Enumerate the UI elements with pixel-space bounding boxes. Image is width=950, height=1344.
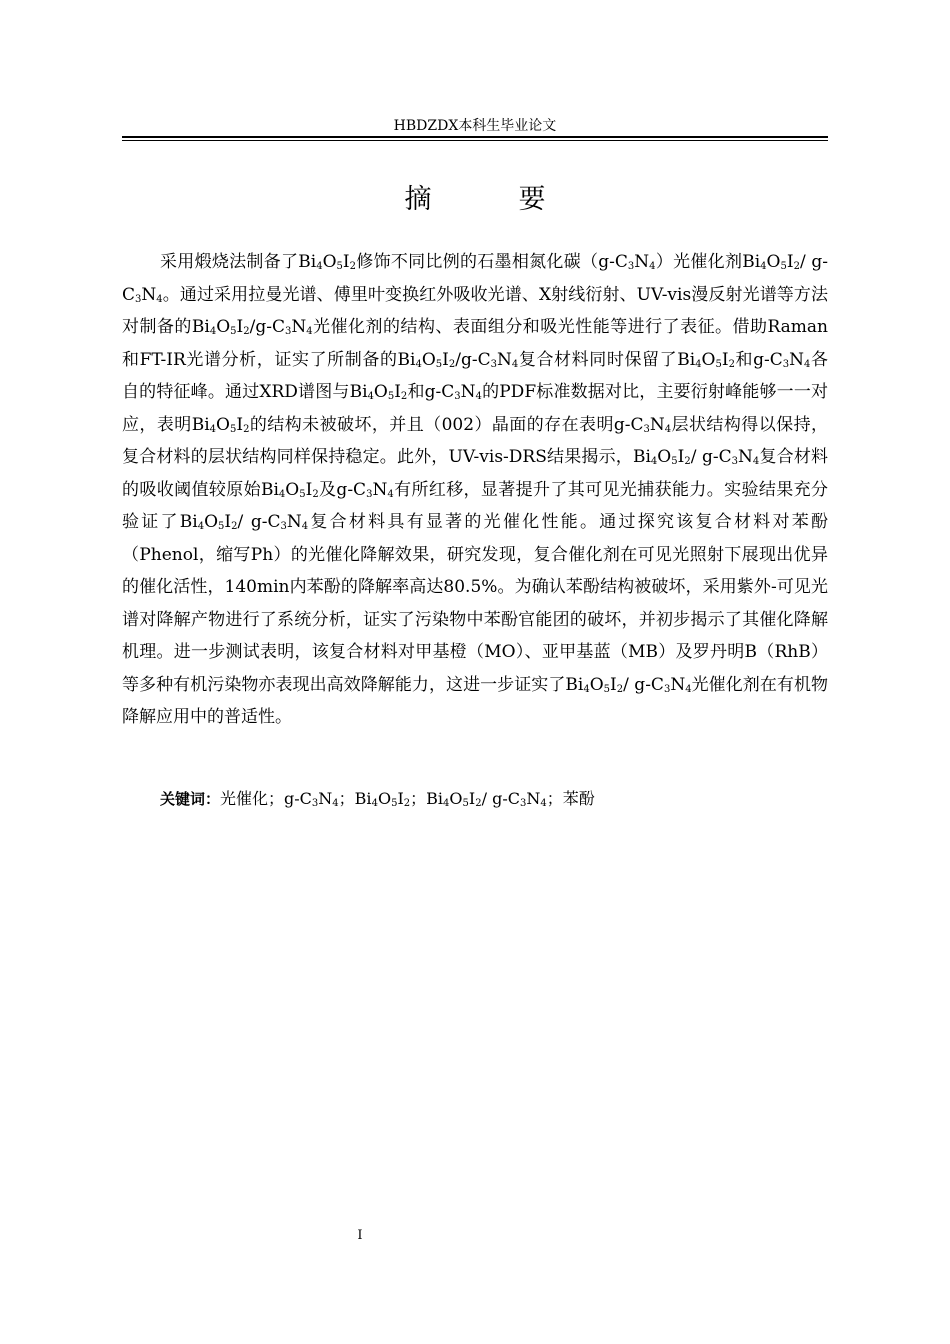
page-number: I [357, 1228, 363, 1243]
header-rule-thin [122, 140, 828, 141]
keywords-value: 光催化；$g-C_3N_4$；$Bi_4O_5I_2$；$Bi_4O_5I_2/$ $g-C_3N_4$；苯酚 [220, 789, 595, 809]
header-rule-thick [122, 136, 828, 138]
running-header: HBDZDX本科生毕业论文 [393, 118, 557, 134]
keywords-label: 关键词： [160, 790, 221, 808]
page-title: 摘 要 [404, 184, 576, 215]
abstract-body: 采用煅烧法制备了$Bi_4O_5I_2$修饰不同比例的石墨相氮化碳$(g-C_3N_4)$光催化剂$Bi_4O_5I_2/$ $g-C_3N_4$。通过采用拉曼光谱、傅里叶变换红外吸收光谱、X射线衍射、UV-vis漫反射光谱等方法对制备的$Bi_4O_5I_2/g-C_3N_4$光催化剂的结构、表面组分和吸光性能等进行了表征。借助Raman和FT-IR光谱分析，证实了所制备的$Bi_4O_5I_2/g-C_3N_4$复合材料同时保留了$Bi_4O_5I_2$和$g-C_3N_4$各自的特征峰。通过XRD谱图与$Bi_4O_5I_2$和$g-C_3N_4$的PDF标准数据对比，主要衍射峰能够一一对应，表明$Bi_4O_5I_2$的结构未被破坏，并且（002）晶面的存在表明$g-C_3N_4$层状结构得以保持，复合材料的层状结构同样保持稳定。此外，UV-vis-DRS结果揭示，$Bi_4O_5I_2/$ $g-C_3N_4$复合材料的吸收阈值较原始$Bi_4O_5I_2$及$g-C_3N_4$有所红移，显著提升了其可见光捕获能力。实验结果充分验证了$Bi_4O_5I_2/$ $g-C_3N_4$复合材料具有显著的光催化性能。通过探究该复合材料对苯酚（Phenol，缩写Ph）的光催化降解效果，研究发现，复合催化剂在可见光照射下展现出优异的催化活性，140min内苯酚的降解率高达80.5%。为确认苯酚结构被破坏，采用紫外-可见光谱对降解产物进行了系统分析，证实了污染物中苯酚官能团的破坏，并初步揭示了其催化降解机理。进一步测试表明，该复合材料对甲基橙（MO）、亚甲基蓝（MB）及罗丹明B（RhB）等多种有机污染物亦表现出高效降解能力，这进一步证实了$Bi_4O_5I_2/$ $g-C_3N_4$光催化剂在有机物降解应用中的普适性。 [122, 252, 829, 727]
keywords-line [160, 786, 828, 812]
